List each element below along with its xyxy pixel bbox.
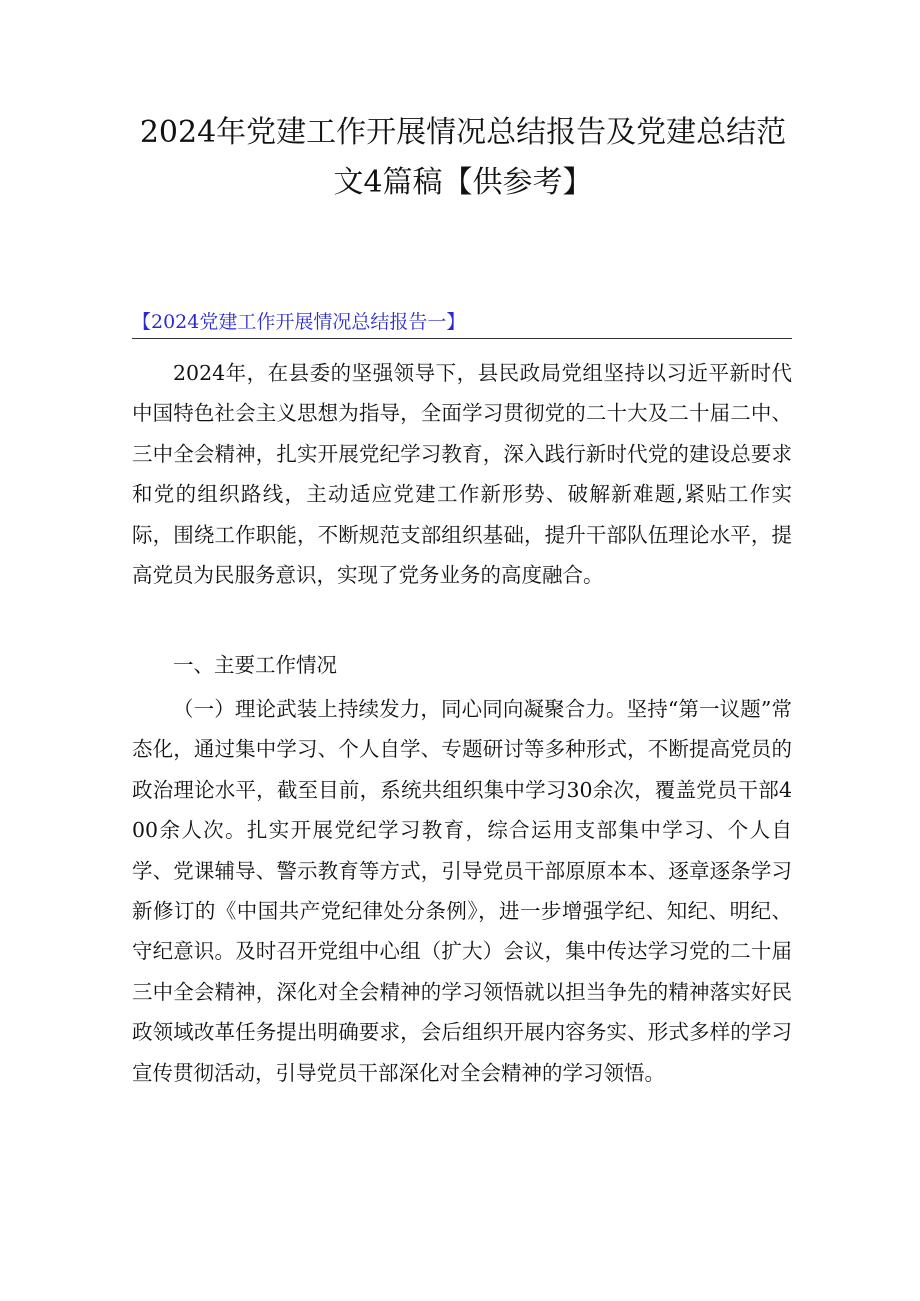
section-heading: 【2024党建工作开展情况总结报告一】 [132, 308, 792, 339]
theory-paragraph: （一）理论武装上持续发力，同心同向凝聚合力。坚持“第一议题”常态化，通过集中学习、个人自学、专题研讨等多种形式，不断提高党员的政治理论水平，截至目前，系统共组织集中学习30余次，覆盖党员干部400余人次。扎实开展党纪学习教育，综合运用支部集中学习、个人自学、党课辅导、警示教育等方式，引导党员干部原原本本、逐章逐条学习新修订的《中国共产党纪律处分条例》，进一步增强学纪、知纪、明纪、守纪意识。及时召开党组中心组（扩大）会议，集中传达学习党的二十届三中全会精神，深化对全会精神的学习领悟就以担当争先的精神落实好民政领域改革任务提出明确要求，会后组织开展内容务实、形式多样的学习宣传贯彻活动，引导党员干部深化对全会精神的学习领悟。 [132, 697, 792, 1085]
subheading-main-work: 一、主要工作情况 [173, 653, 337, 677]
intro-paragraph: 2024年，在县委的坚强领导下，县民政局党组坚持以习近平新时代中国特色社会主义思想为指导，全面学习贯彻党的二十大及二十届二中、三中全会精神，扎实开展党纪学习教育，深入践行新时代党的建设总要求和党的组织路线，主动适应党建工作新形势、破解新难题,紧贴工作实际，围绕工作职能，不断规范支部组织基础，提升干部队伍理论水平，提高党员为民服务意识，实现了党务业务的高度融合。 [132, 361, 792, 588]
document-title: 2024年党建工作开展情况总结报告及党建总结范文4篇稿【供参考】 [139, 115, 787, 200]
